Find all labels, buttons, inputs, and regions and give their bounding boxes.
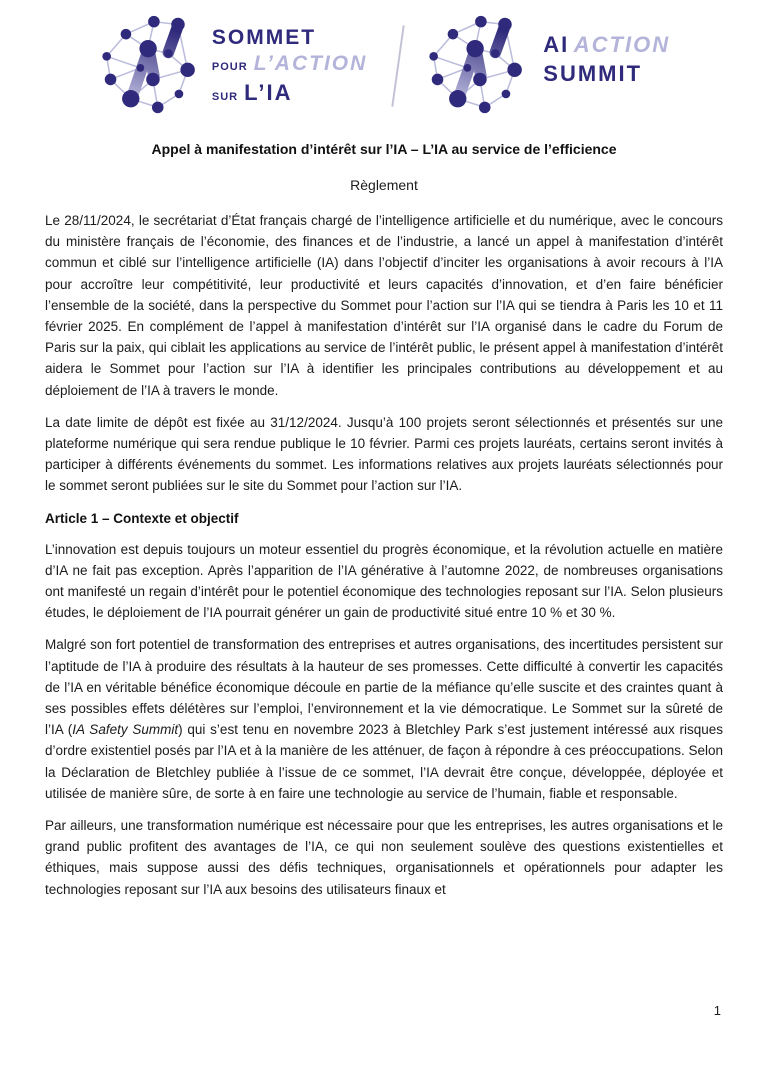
document-subtitle: Règlement xyxy=(350,177,418,193)
page-number: 1 xyxy=(713,1003,721,1018)
article1-heading: Article 1 – Contexte et objectif xyxy=(45,510,239,526)
intro-paragraph-1: Le 28/11/2024, le secrétariat d’État français chargé de l’intelligence artificielle et du numérique, avec le concours du ministère français de l’économie, des finances et de l’industrie, a lancé un appel à manifestation d’intérêt commun et ciblé sur l’intelligence artificielle (IA) dans l’objectif d’inciter les organisations à avoir recours à l’IA pour accroître leur compétitivité, leur productivité et leurs capacités d’innovation, et d’en faire bénéficier l’ensemble de la société, dans la perspective du Sommet pour l’action sur l’IA qui se tiendra à Paris les 10 et 11 février 2025. En complément de l’appel à manifestation d’intérêt sur l’IA organisé dans le cadre du Forum de Paris sur la paix, qui ciblait les applications au service de l’intérêt public, le présent appel à manifestation d’intérêt aidera le Sommet pour l’action sur l’IA à identifier les principales contributions au développement et au déploiement de l’IA à travers le monde. xyxy=(45,213,723,398)
logo-sommet-ia xyxy=(98,12,367,118)
document-title: Appel à manifestation d’intérêt sur l’IA – L’IA au service de l’efficience xyxy=(151,141,617,157)
logo-ai-action-summit xyxy=(425,12,670,118)
article1-paragraph-1: L’innovation est depuis toujours un moteur essentiel du progrès économique, et la révolution actuelle en matière d’IA ne fait pas exception. Après l’apparition de l’IA générative à l’automne 2022, de nombreuses organisations ont manifesté un regain d’intérêt pour le potentiel économique des technologies reposant sur l’IA. Selon plusieurs études, le déploiement de l’IA pourrait générer un gain de productivité situé entre 10 % et 30 %. xyxy=(45,541,723,621)
article1-paragraph-2 xyxy=(45,634,723,804)
intro-paragraph-2: La date limite de dépôt est fixée au 31/12/2024. Jusqu’à 100 projets seront sélectionnés et présentés sur une plateforme numérique qui sera rendue publique le 10 février. Parmi ces projets lauréats, certains seront invités à participer à différents événements du sommet. Les informations relatives aux projets lauréats sélectionnés pour le sommet seront publiées sur le site du Sommet pour l’action sur l’IA. xyxy=(45,414,723,494)
article1-paragraph-2-italic: IA Safety Summit xyxy=(72,722,179,738)
logo-en-line1: AI ACTION xyxy=(543,32,671,57)
logo-en-line2: SUMMIT xyxy=(543,61,643,86)
article1-paragraph-2-before: Malgré son fort potentiel de transformation des entreprises et autres organisations, des incertitudes persistent sur l’aptitude de l’IA à produire des résultats à la hauteur de ses promesses. Cette difficulté à convertir les capacités de l’IA en véritable bénéfice économique découle en partie de la méfiance qu’elle suscite et des craintes quant à ses possibles effets délétères sur l’emploi, l’environnement et la vie démocratique. Le Sommet sur la sûreté de l’IA ( xyxy=(45,637,723,738)
logo-divider-slash xyxy=(392,25,405,106)
logo-fr-line3: SUR L’IA xyxy=(211,80,293,105)
logo-ai-action-summit-text xyxy=(543,12,670,87)
logo-sommet-ia-text xyxy=(212,12,367,110)
article1-paragraph-3: Par ailleurs, une transformation numérique est nécessaire pour que les entreprises, les autres organisations et le grand public profitent des avantages de l’IA, ce qui non seulement soulève des questions existentielles et éthiques, mais suppose aussi des défis techniques, organisationnels et opérationnels pour adapter les technologies reposant sur l’IA aux besoins des utilisateurs finaux et xyxy=(45,818,723,897)
logo-fr-line2: POUR L’ACTION xyxy=(211,52,368,75)
article1-paragraph-2-after: ) qui s’est tenu en novembre 2023 à Bletchley Park s’est justement intéressé aux risques d’ordre existentiel posés par l’IA et à la manière de les atténuer, de façon à répondre à ces préoccupations. Selon la Déclaration de Bletchley publiée à l’issue de ce sommet, l’IA devrait être conçue, développée, déployée et utilisée de manière sûre, de sorte à en faire une technologie au service de l’humain, fiable et responsable. xyxy=(45,722,723,801)
logo-fr-line1: SOMMET xyxy=(211,26,317,49)
header xyxy=(0,0,768,118)
ai-network-icon xyxy=(98,12,204,118)
ai-network-icon xyxy=(425,12,531,118)
document-body xyxy=(0,141,768,900)
